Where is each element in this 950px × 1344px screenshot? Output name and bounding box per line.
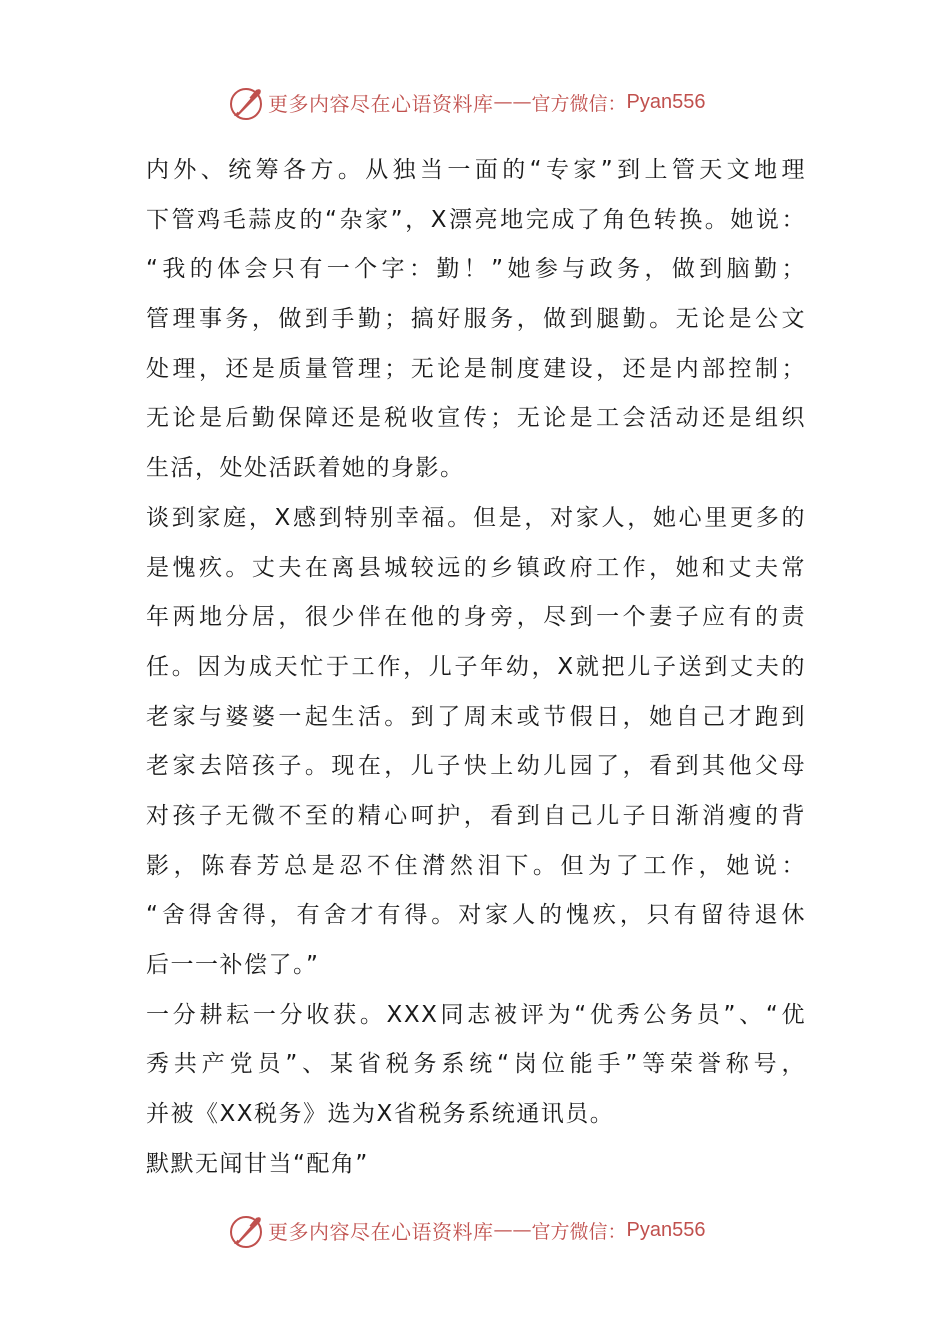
quill-logo-icon: [226, 1210, 266, 1250]
body-line: 任。因为成天忙于工作，儿子年幼，X就把儿子送到丈夫的: [146, 653, 806, 680]
body-line: 老家去陪孩子。现在，儿子快上幼儿园了，看到其他父母: [146, 753, 806, 780]
section-heading: 默默无闻甘当“配角”: [146, 1150, 369, 1177]
banner-sub-text: 官方微信：: [531, 92, 627, 115]
body-line: 内外、统筹各方。从独当一面的“专家”到上管天文地理: [146, 157, 806, 183]
body-line: 年两地分居，很少伴在他的身旁，尽到一个妻子应有的责: [146, 604, 806, 631]
body-line: 后一一补偿了。”: [146, 952, 320, 978]
body-line: 一分耕耘一分收获。XXX同志被评为“优秀公务员”、“优: [146, 1001, 806, 1028]
banner-wechat-id: Pyan556: [626, 90, 706, 113]
body-line: 下管鸡毛蒜皮的“杂家”，X漂亮地完成了角色转换。她说：: [146, 206, 806, 233]
body-line: 是愧疚。丈夫在离县城较远的乡镇政府工作，她和丈夫常: [146, 554, 806, 581]
body-line: 处理，还是质量管理；无论是制度建设，还是内部控制；: [146, 355, 806, 382]
quill-logo-icon: [226, 82, 266, 122]
banner-dash: ——: [493, 91, 532, 113]
body-line: 生活，处处活跃着她的身影。: [146, 455, 465, 482]
body-line: “舍得舍得，有舍才有得。对家人的愧疚，只有留待退休: [146, 902, 806, 929]
body-line: 影，陈春芳总是忍不住潸然泪下。但为了工作，她说：: [146, 852, 806, 879]
header-banner: [226, 80, 705, 124]
banner-sub-text: 官方微信：: [531, 1220, 627, 1243]
body-line: 秀共产党员”、某省税务系统“岗位能手”等荣誉称号，: [146, 1051, 806, 1078]
body-line: “我的体会只有一个字：勤！”她参与政务，做到脑勤；: [146, 256, 806, 283]
body-line: 老家与婆婆一起生活。到了周末或节假日，她自己才跑到: [146, 703, 806, 730]
banner-wechat-id: Pyan556: [626, 1218, 706, 1241]
banner-dash: ——: [493, 1219, 532, 1241]
body-line: 并被《XX税务》选为X省税务系统通讯员。: [146, 1101, 615, 1128]
document-body: [146, 146, 806, 1189]
body-line: 管理事务，做到手勤；搞好服务，做到腿勤。无论是公文: [146, 306, 806, 333]
body-line: 无论是后勤保障还是税收宣传；无论是工会活动还是组织: [146, 405, 806, 432]
body-line: 谈到家庭，X感到特别幸福。但是，对家人，她心里更多的: [146, 504, 806, 531]
banner-main-text: 更多内容尽在心语资料库: [268, 1219, 494, 1244]
banner-main-text: 更多内容尽在心语资料库: [268, 91, 494, 116]
body-line: 对孩子无微不至的精心呵护，看到自己儿子日渐消瘦的背: [146, 802, 806, 829]
footer-banner: [226, 1208, 705, 1252]
